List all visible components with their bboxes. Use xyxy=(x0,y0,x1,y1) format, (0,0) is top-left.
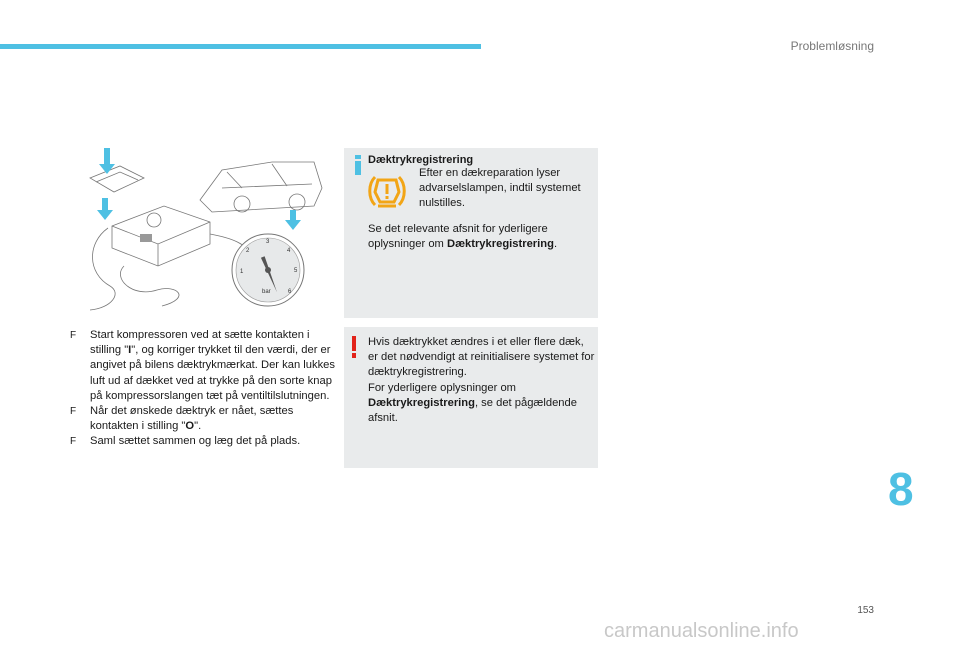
gauge-tick: 1 xyxy=(240,269,244,275)
lamp-text: Efter en dækreparation lyser advarselslampen, indtil systemet nulstilles. xyxy=(419,167,581,209)
bullet-icon: F xyxy=(70,436,77,448)
compressor-box xyxy=(112,206,210,266)
gauge-tick: 3 xyxy=(266,239,270,245)
info-icon xyxy=(352,155,364,175)
gauge-tick: 6 xyxy=(288,289,292,295)
car-drawing xyxy=(200,162,322,212)
chapter-number: 8 xyxy=(888,463,914,515)
tpms-warning-icon xyxy=(366,170,408,212)
compressor-illustration xyxy=(82,148,326,318)
power-cable xyxy=(90,228,115,310)
gauge-unit: bar xyxy=(262,289,271,295)
gauge-tick: 4 xyxy=(287,248,291,254)
blue-arrow-icon xyxy=(285,210,301,230)
warning-text: Hvis dæktrykket ændres i et eller flere dæk, er det nødvendigt at reinitialisere systemet for dæktrykregistrering. For yderligere oplysninger om Dæktrykregistrering, se det pågældende afsnit. xyxy=(368,336,595,425)
gauge-tick: 5 xyxy=(294,268,298,274)
section-title: Problemløsning xyxy=(790,39,874,53)
instruction-steps xyxy=(70,328,340,450)
blue-arrow-icon xyxy=(99,148,115,174)
info-heading: Dæktrykregistrering xyxy=(368,154,474,166)
pressure-gauge xyxy=(232,234,304,306)
bullet-icon: F xyxy=(70,330,77,341)
header-accent-bar xyxy=(0,44,481,49)
warning-box xyxy=(344,327,598,468)
info-box xyxy=(344,148,598,318)
exclamation-icon xyxy=(349,336,359,358)
step-item: F Saml sættet sammen og læg det på plads. xyxy=(70,434,340,449)
step-item: F Når det ønskede dæktryk er nået, sættes kontakten i stilling "O". xyxy=(70,405,294,433)
bullet-icon: F xyxy=(70,406,77,418)
see-more-text: Se det relevante afsnit for yderligere oplysninger om Dæktrykregistrering. xyxy=(368,223,558,250)
watermark: carmanualsonline.info xyxy=(604,620,799,642)
blue-arrow-icon xyxy=(97,198,113,220)
page-number: 153 xyxy=(857,605,874,616)
gauge-tick: 2 xyxy=(246,248,250,254)
sealant-bag xyxy=(90,166,144,192)
step-item: F Start kompressoren ved at sætte kontakten i stilling "I", og korriger trykket til den værdi, der er angivet på bilens dæktrykmærkat. Der kan lukkes luft ud af dækket ved at trykke på den sorte knap på kompressorslangen tæt på ventiltilslutningen. xyxy=(70,329,335,402)
